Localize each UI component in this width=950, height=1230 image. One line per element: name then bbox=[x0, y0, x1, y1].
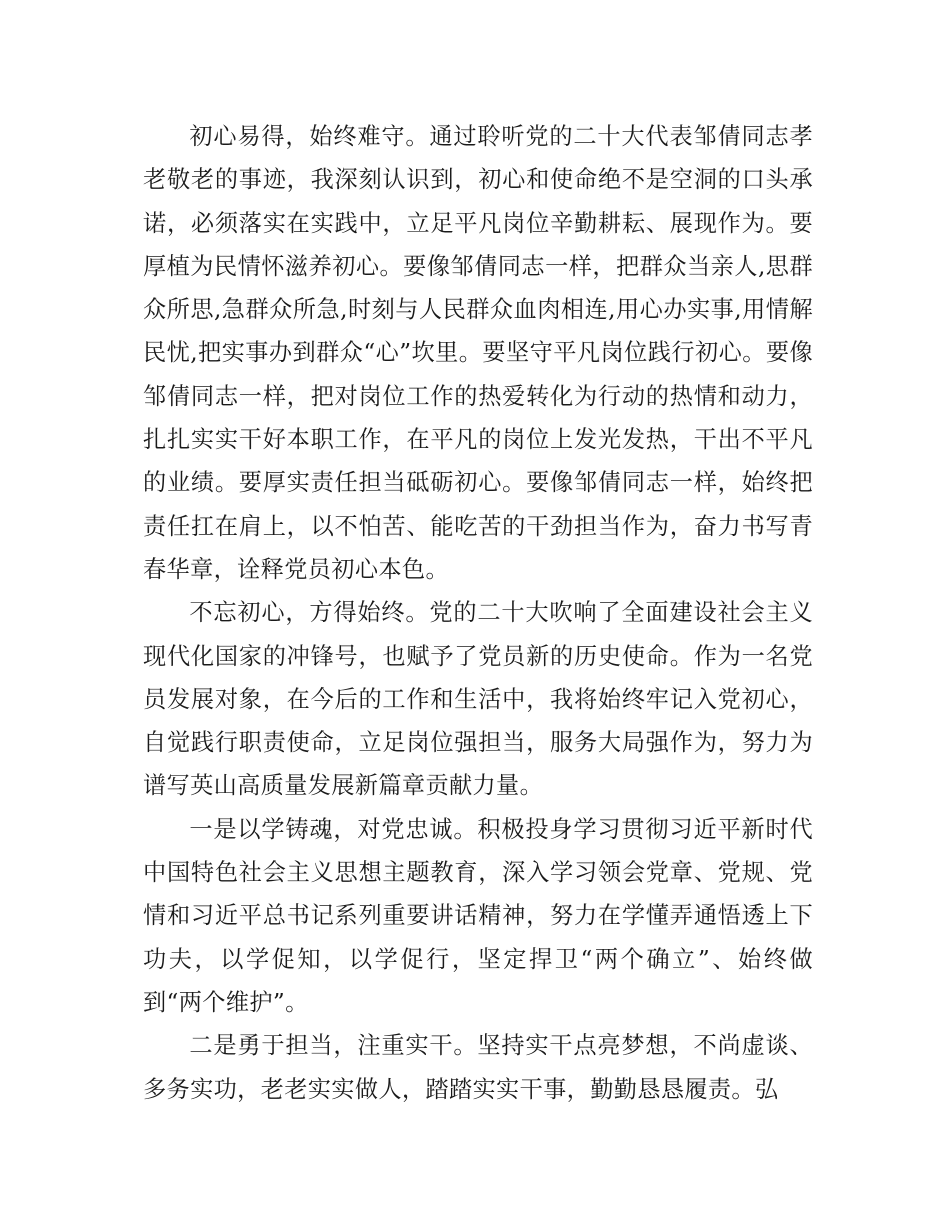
paragraph-3: 一是以学铸魂，对党忠诚。积极投身学习贯彻习近平新时代中国特色社会主义思想主题教育，深入学习领会党章、党规、党情和习近平总书记系列重要讲话精神，努力在学懂弄通悟透上下功夫，以学促知，以学促行，坚定捍卫“两个确立”、始终做到“两个维护”。 bbox=[143, 815, 813, 1016]
document-body bbox=[143, 115, 813, 1111]
paragraph-1: 初心易得，始终难守。通过聆听党的二十大代表邹倩同志孝老敬老的事迹，我深刻认识到，初心和使命绝不是空洞的口头承诺，必须落实在实践中，立足平凡岗位辛勤耕耘、展现作为。要厚植为民情怀滋养初心。要像邹倩同志一样，把群众当亲人,思群众所思,急群众所急,时刻与人民群众血肉相连,用心办实事,用情解民忧,把实事办到群众“心”坎里。要坚守平凡岗位践行初心。要像邹倩同志一样，把对岗位工作的热爱转化为行动的热情和动力，扎扎实实干好本职工作，在平凡的岗位上发光发热，干出不平凡的业绩。要厚实责任担当砥砺初心。要像邹倩同志一样，始终把责任扛在肩上，以不怕苦、能吃苦的干劲担当作为，奋力书写青春华章，诠释党员初心本色。 bbox=[143, 123, 813, 583]
paragraph-4: 二是勇于担当，注重实干。坚持实干点亮梦想，不尚虚谈、多务实功，老老实实做人，踏踏实实干事，勤勤恳恳履责。弘 bbox=[143, 1032, 813, 1103]
paragraph-2: 不忘初心，方得始终。党的二十大吹响了全面建设社会主义现代化国家的冲锋号，也赋予了党员新的历史使命。作为一名党员发展对象，在今后的工作和生活中，我将始终牢记入党初心，自觉践行职责使命，立足岗位强担当，服务大局强作为，努力为谱写英山高质量发展新篇章贡献力量。 bbox=[143, 599, 813, 800]
